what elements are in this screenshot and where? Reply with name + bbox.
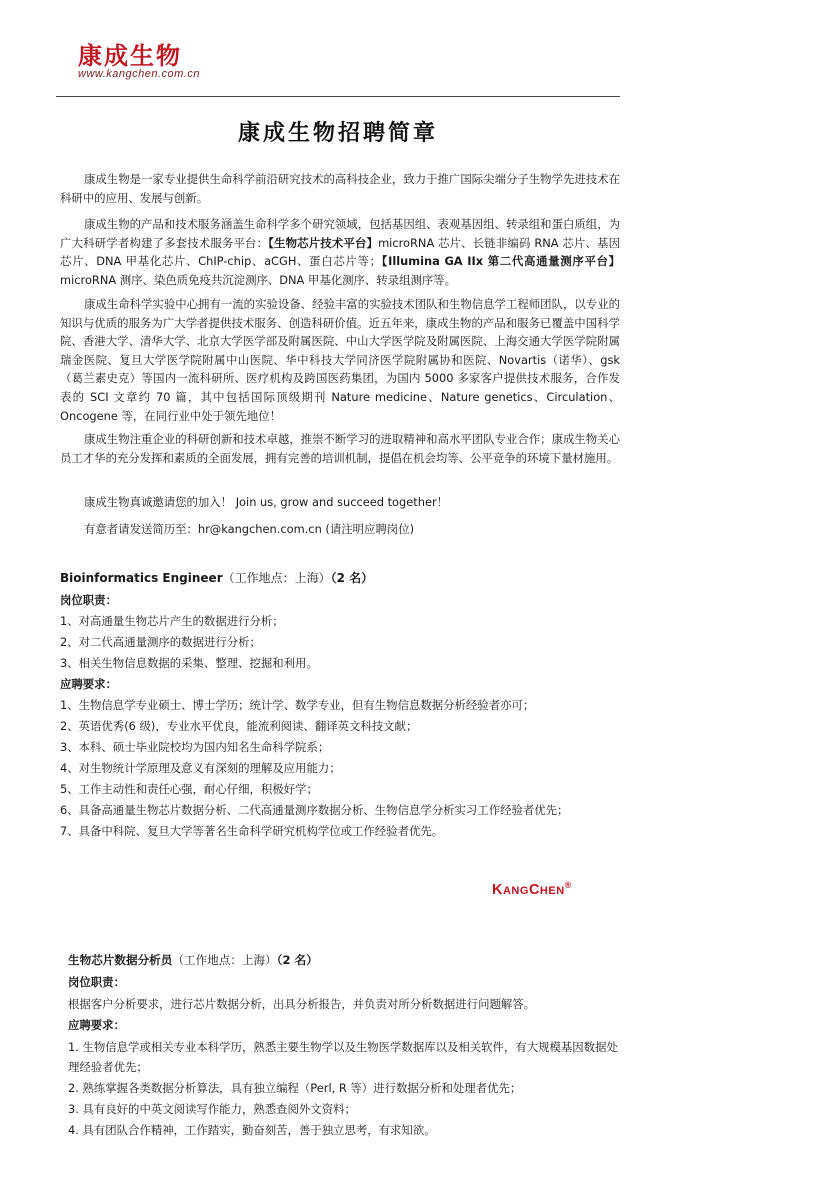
list-item: 3、相关生物信息数据的采集、整理、挖掘和利用。 — [60, 656, 318, 670]
list-item: 4. 具有团队合作精神，工作踏实，勤奋刻苦，善于独立思考，有求知欲。 — [68, 1123, 436, 1137]
list-item: 4、对生物统计学原理及意义有深刻的理解及应用能力； — [60, 761, 341, 775]
job2-location: （工作地点：上海） — [172, 953, 277, 967]
job1-title — [60, 569, 373, 586]
list-item: 2、英语优秀(6 级)，专业水平优良，能流利阅读、翻译英文科技文献； — [60, 719, 418, 733]
kangchen-brand-logo: KANGCHEN® — [492, 880, 572, 898]
intro-text: microRNA 测序、染色质免疫共沉淀测序、DNA 甲基化测序、转录组测序等。 — [60, 272, 457, 287]
intro-text: microRNA 芯片、长链非编码 RNA 芯片、基因芯片、DNA 甲基化芯片、ChIP-chip、aCGH、蛋白芯片等； — [60, 235, 620, 269]
intro-paragraph-1 — [60, 170, 620, 207]
invite-text: 康成生物真诚邀请您的加入！ Join us, grow and succeed together！ — [84, 495, 449, 509]
platform-label: 【Illumina GA IIx 第二代高通量测序平台】 — [381, 254, 621, 269]
list-item: 7、具备中科院、复旦大学等著名生命科学研究机构学位或工作经验者优先。 — [60, 824, 444, 838]
company-url: www.kangchen.com.cn — [78, 68, 200, 80]
job1-req-heading: 应聘要求： — [60, 677, 117, 691]
platform-label: 【生物芯片技术平台】 — [268, 235, 379, 250]
intro-paragraph-3 — [60, 295, 620, 425]
job1-name: Bioinformatics Engineer — [60, 571, 223, 585]
job1-location: （工作地点：上海） — [222, 571, 331, 585]
list-item: 2、对二代高通量测序的数据进行分析； — [60, 635, 261, 649]
job2-name: 生物芯片数据分析员 — [68, 953, 173, 967]
header-divider — [56, 96, 620, 97]
list-item: 2. 熟练掌握各类数据分析算法，具有独立编程（Perl, R 等）进行数据分析和处理者优先； — [68, 1081, 522, 1095]
job1-duties-heading: 岗位职责： — [60, 593, 117, 607]
list-item: 5、工作主动性和责任心强，耐心仔细，积极好学； — [60, 782, 318, 796]
intro-paragraph-4 — [60, 430, 620, 467]
intro-text: 康成生物是一家专业提供生命科学前沿研究技术的高科技企业，致力于推广国际尖端分子生物学先进技术在科研中的应用、发展与创新。 — [60, 172, 620, 205]
list-item: 1. 生物信息学或相关专业本科学历，熟悉主要生物学以及生物医学数据库以及相关软件，有大规模基因数据处 — [68, 1040, 618, 1054]
job2-duty-text: 根据客户分析要求，进行芯片数据分析，出具分析报告，并负责对所分析数据进行问题解答。 — [68, 997, 536, 1011]
job2-count: （2 名） — [276, 953, 318, 967]
page-title: 康成生物招聘简章 — [237, 120, 438, 146]
intro-text: 康成生物注重企业的科研创新和技术卓越，推崇不断学习的进取精神和高水平团队专业合作；康成生物关心员工才华的充分发挥和素质的全面发展，拥有完善的培训机制，提倡在机会均等、公平竞争的环境下量材施用。 — [60, 432, 620, 465]
list-item: 3、本科、硕士毕业院校均为国内知名生命科学院系； — [60, 740, 330, 754]
list-item: 3. 具有良好的中英文阅读写作能力，熟悉查阅外文资料； — [68, 1102, 356, 1116]
job2-duties-heading: 岗位职责： — [68, 975, 125, 989]
intro-paragraph-2 — [60, 215, 620, 289]
contact-text[interactable]: 有意者请发送简历至：hr@kangchen.com.cn (请注明应聘岗位) — [84, 522, 415, 536]
job1-count: （2 名） — [330, 571, 374, 585]
job2-title — [68, 952, 318, 968]
company-logo-text: 康成生物 — [78, 41, 182, 70]
list-item: 1、生物信息学专业硕士、博士学历；统计学、数学专业，但有生物信息数据分析经验者亦可； — [60, 698, 535, 712]
list-item: 6、具备高通量生物芯片数据分析、二代高通量测序数据分析、生物信息学分析实习工作经验者优先； — [60, 803, 569, 817]
list-item: 1、对高通量生物芯片产生的数据进行分析； — [60, 614, 284, 628]
job2-req-heading: 应聘要求： — [68, 1018, 125, 1032]
intro-text: 康成生命科学实验中心拥有一流的实验设备、经验丰富的实验技术团队和生物信息学工程师团队，以专业的知识与优质的服务为广大学者提供技术服务、创造科研价值。近五年来，康成生物的产品和服务已覆盖中国科学院、香港大学、清华大学、北京大学医学部及附属医院、中山大学医学院及附属医院、上海交通大学医学院附属瑞金医院、复旦大学医学院附属中山医院、华中科技大学同济医学院附属协和医院、Novartis（诺华）、gsk（葛兰素史克）等国内一流科研所、医疗机构及跨国医药集团，为国内 5000 多家客户提供技术服务，合作发表的 SCI 文章约 70 篇，其中包括国际顶级期刊 Nature medicine、Nature genetics、Circulation、Oncogene 等，在同行业中处于领先地位！ — [60, 297, 620, 423]
intro-text: 康成生物的产品和技术服务涵盖生命科学多个研究领域，包括基因组、表观基因组、转录组和蛋白质组，为广大科研学者构建了多套技术服务平台： — [60, 217, 620, 250]
list-item: 理经验者优先； — [68, 1060, 148, 1074]
